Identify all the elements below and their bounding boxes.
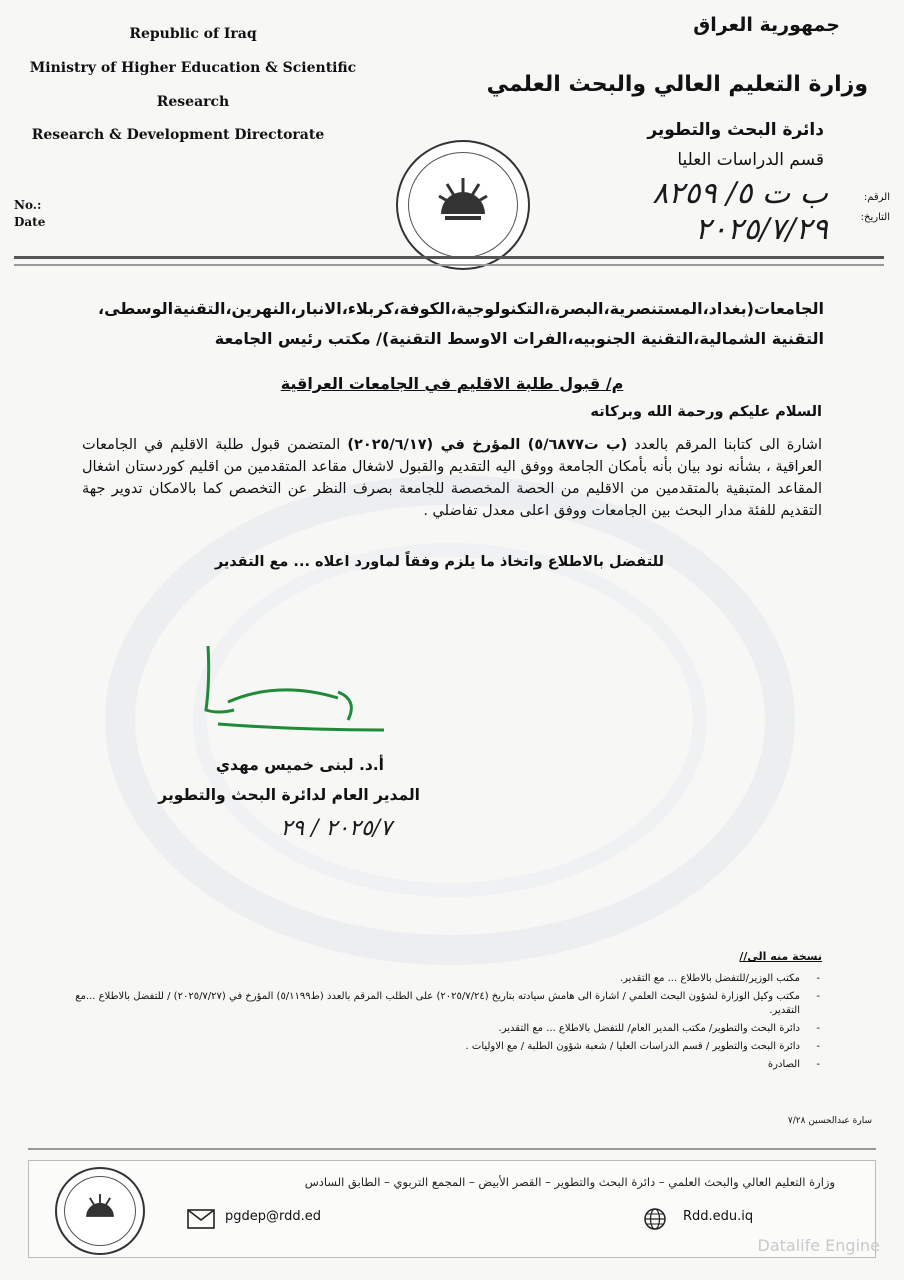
email-icon bbox=[187, 1209, 215, 1229]
header-en-country: Republic of Iraq bbox=[129, 26, 257, 42]
list-item: - الصادرة bbox=[42, 1058, 822, 1072]
handwritten-reference-number: ب ت ٥/ ٨٢٥٩ bbox=[652, 176, 828, 211]
header-en-ministry-cont: Research bbox=[156, 94, 230, 110]
header-ar-directorate: دائرة البحث والتطوير bbox=[647, 120, 824, 140]
addressee-line-2: التقنية الشمالية،التقنية الجنوبيه،الفرات الاوسط التقنية)/ مكتب رئيس الجامعة bbox=[214, 329, 824, 348]
header-divider-secondary bbox=[14, 264, 884, 266]
handwritten-signature-date: ٢٠٢٥/٧ / ٢٩ bbox=[280, 816, 392, 841]
footer-divider bbox=[28, 1148, 876, 1150]
footer-seal bbox=[55, 1167, 145, 1255]
header-ar-no-label: الرقم: bbox=[863, 192, 890, 203]
footer-email-link[interactable]: pgdep@rdd.ed bbox=[225, 1209, 322, 1224]
list-item: - دائرة البحث والتطوير / قسم الدراسات العليا / شعبة شؤون الطلبة / مع الاوليات . bbox=[42, 1040, 822, 1054]
letter-body-reference: (ب ت٥/٦٨٧٧) المؤرخ في (٢٠٢٥/٦/١٧) bbox=[347, 437, 628, 453]
letter-subject: م/ قبول طلبة الاقليم في الجامعات العراقية bbox=[280, 374, 624, 393]
header-divider bbox=[14, 256, 884, 259]
globe-icon bbox=[643, 1207, 667, 1231]
letter-body-main: المتضمن قبول طلبة الاقليم في الجامعات العراقية ، بشأنه نود بيان بأنه بأمكان الجامعة ووفق اليه التقديم والقبول لاشغال مقاعد المتقدمين من اقليم كوردستان اشغال المقاعد المتبقية بالمتقدمين من الاقليم من الحصة المخصصة للجامعة بصرف النظر عن التخصص كما بالامكان تدوير جهة التقديم للفئة مدار البحث بين الجامعات ووفق اعلى معدل تفاضلي . bbox=[82, 437, 822, 519]
sun-emblem-icon bbox=[433, 170, 493, 230]
footer bbox=[28, 1160, 876, 1258]
letter-closing: للتفضل بالاطلاع واتخاذ ما يلزم وفقاً لماورد اعلاه ... مع التقدير bbox=[214, 554, 664, 570]
footer-website-link[interactable]: Rdd.edu.iq bbox=[683, 1209, 754, 1224]
header-en-no-label: No.: bbox=[14, 198, 42, 212]
letter-body-intro: اشارة الى كتابنا المرقم بالعدد bbox=[627, 437, 822, 453]
signatory-name: أ.د. لبنى خميس مهدي bbox=[215, 756, 384, 774]
header-ar-department: قسم الدراسات العليا bbox=[677, 150, 824, 170]
header-en-ministry: Ministry of Higher Education & Scientific bbox=[29, 60, 357, 76]
typist-note: سارة عبدالحسين ٧/٢٨ bbox=[787, 1116, 872, 1126]
signatory-title: المدير العام لدائرة البحث والتطوير bbox=[158, 786, 420, 804]
header-ar-country: جمهورية العراق bbox=[693, 14, 840, 36]
ministry-seal bbox=[396, 140, 530, 270]
list-item: - مكتب وكيل الوزارة لشؤون البحث العلمي / اشارة الى هامش سيادته بتاريخ (٢٠٢٥/٧/٢٤) على الطلب المرقم بالعدد (ط٥/١١٩٩) المؤرخ في (٢٠٢٥/٧/٢٧) / للتفضل بالاطلاع ...مع التقدير. bbox=[42, 990, 822, 1018]
corner-watermark-text: Datalife Engine bbox=[757, 1236, 880, 1255]
footer-address: وزارة التعليم العالي والبحث العلمي – دائرة البحث والتطوير – القصر الأبيض – المجمع التربوي – الطابق السادس bbox=[304, 1175, 835, 1189]
list-item: - دائرة البحث والتطوير/ مكتب المدير العام/ للتفضل بالاطلاع ... مع التقدير. bbox=[42, 1022, 822, 1036]
signature-mark bbox=[188, 640, 398, 740]
cc-heading: نسخة منه الى// bbox=[739, 950, 822, 963]
list-item: - مكتب الوزير/للتفضل بالاطلاع ... مع التقدير. bbox=[42, 972, 822, 986]
addressee-line-1: الجامعات(بغداد،المستنصرية،البصرة،التكنولوجية،الكوفة،كربلاء،الانبار،النهرين،التقنيةالوسطى، bbox=[98, 299, 824, 318]
header-en-date-label: Date bbox=[14, 215, 46, 229]
letter-greeting: السلام عليكم ورحمة الله وبركاته bbox=[590, 404, 822, 420]
handwritten-issue-date: ٢٠٢٥/٧/٢٩ bbox=[694, 212, 828, 247]
footer-sun-emblem-icon bbox=[81, 1189, 119, 1227]
header-en-directorate: Research & Development Directorate bbox=[31, 127, 325, 143]
cc-list bbox=[42, 972, 822, 1076]
header-ar-ministry: وزارة التعليم العالي والبحث العلمي bbox=[486, 72, 868, 97]
header-ar-date-label: التاريخ: bbox=[860, 212, 890, 223]
letter-body bbox=[82, 434, 822, 522]
